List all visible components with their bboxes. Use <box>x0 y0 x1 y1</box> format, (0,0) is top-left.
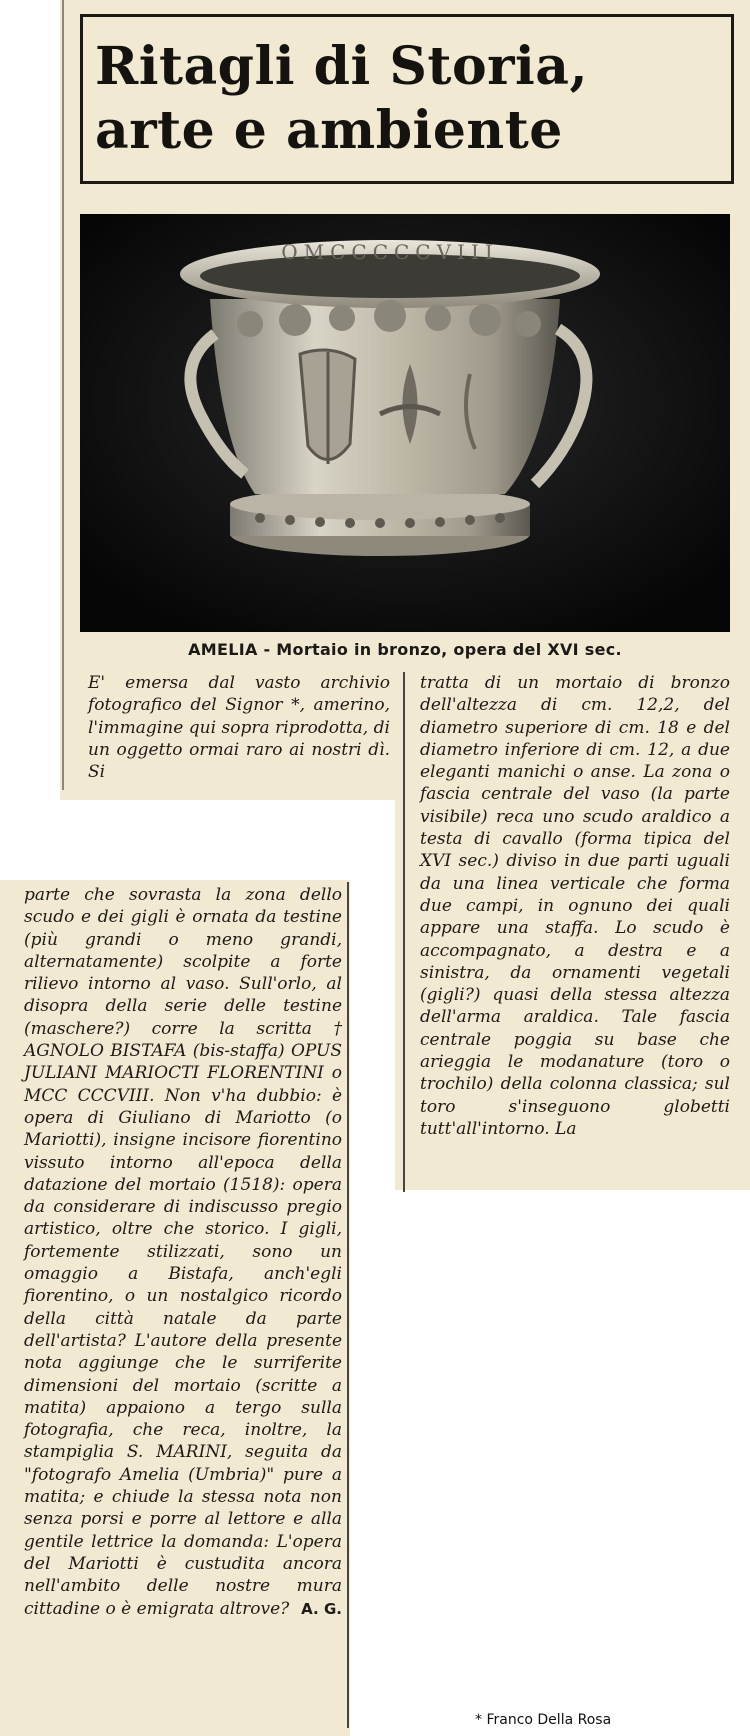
headline-line-2: arte e ambiente <box>95 100 563 161</box>
headline-line-1: Ritagli di Storia, <box>95 36 589 97</box>
article-column-1: E' emersa dal vasto archivio fotografico del Signor *, amerino, l'immagine qui sopra riprodotta, di un oggetto ormai raro ai nostri dì. Si <box>88 673 390 783</box>
photo-caption: AMELIA - Mortaio in bronzo, opera del XVI sec. <box>188 640 622 659</box>
photo-credit: * Franco Della Rosa <box>475 1712 612 1728</box>
column-divider-right <box>403 672 405 1192</box>
headline <box>95 35 723 163</box>
column-divider-left <box>347 882 349 1728</box>
clipping-edge-rule <box>62 0 64 790</box>
article-column-3 <box>24 884 342 1620</box>
headline-box <box>80 14 734 184</box>
mortar-photo <box>80 214 730 632</box>
rim-inscription: OMCCCCCVIII <box>281 240 499 264</box>
bronze-mortar-photo-icon <box>80 214 730 632</box>
author-signature: A. G. <box>301 1599 342 1618</box>
article-column-2: tratta di un mortaio di bronzo dell'altezza di cm. 12,2, del diametro superiore di cm. 18 e del diametro inferiore di cm. 12, a due eleganti manichi o anse. La zona o fascia centrale del vaso (la parte visibile) reca uno scudo araldico a testa di cavallo (forma tipica del XVI sec.) diviso in due parti uguali da una linea verticale che forma due campi, in ognuno dei quali appare una staffa. Lo scudo è accompagnato, a destra e a sinistra, da ornamenti vegetali (gigli?) quasi della stessa altezza dell'arma araldica. Tale fascia centrale poggia su base che arieggia le modanature (toro o trochilo) della colonna classica; sul toro s'inseguono globetti tutt'all'intorno. La <box>420 673 730 1139</box>
article-column-3-body: parte che sovrasta la zona dello scudo e dei gigli è ornata da testine (più grandi o meno grandi, alternatamente) scolpite a forte rilievo intorno al vaso. Sull'orlo, al disopra della serie delle testine (maschere?) corre la scritta † AGNOLO BISTAFA (bis-staffa) OPUS JULIANI MARIOCTI FLORENTINI o MCC CCCVIII. Non v'ha dubbio: è opera di Giuliano di Mariotto (o Mariotti), insigne incisore fiorentino vissuto intorno all'epoca della datazione del mortaio (1518): opera da considerare di indiscusso pregio artistico, oltre che storico. I gigli, fortemente stilizzati, sono un omaggio a Bistafa, anch'egli fiorentino, o un nostalgico ricordo della città natale da parte dell'artista? L'autore della presente nota aggiunge che le surriferite dimensioni del mortaio (scritte a matita) appaiono a tergo sulla fotografia, che reca, inoltre, la stampiglia S. MARINI, seguita da "fotografo Amelia (Umbria)" pure a matita; e chiude la stessa nota non senza porsi e porre al lettore e alla gentile lettrice la domanda: L'opera del Mariotti è custudita ancora nell'ambito delle nostre mura cittadine o è emigrata altrove? <box>24 885 342 1619</box>
